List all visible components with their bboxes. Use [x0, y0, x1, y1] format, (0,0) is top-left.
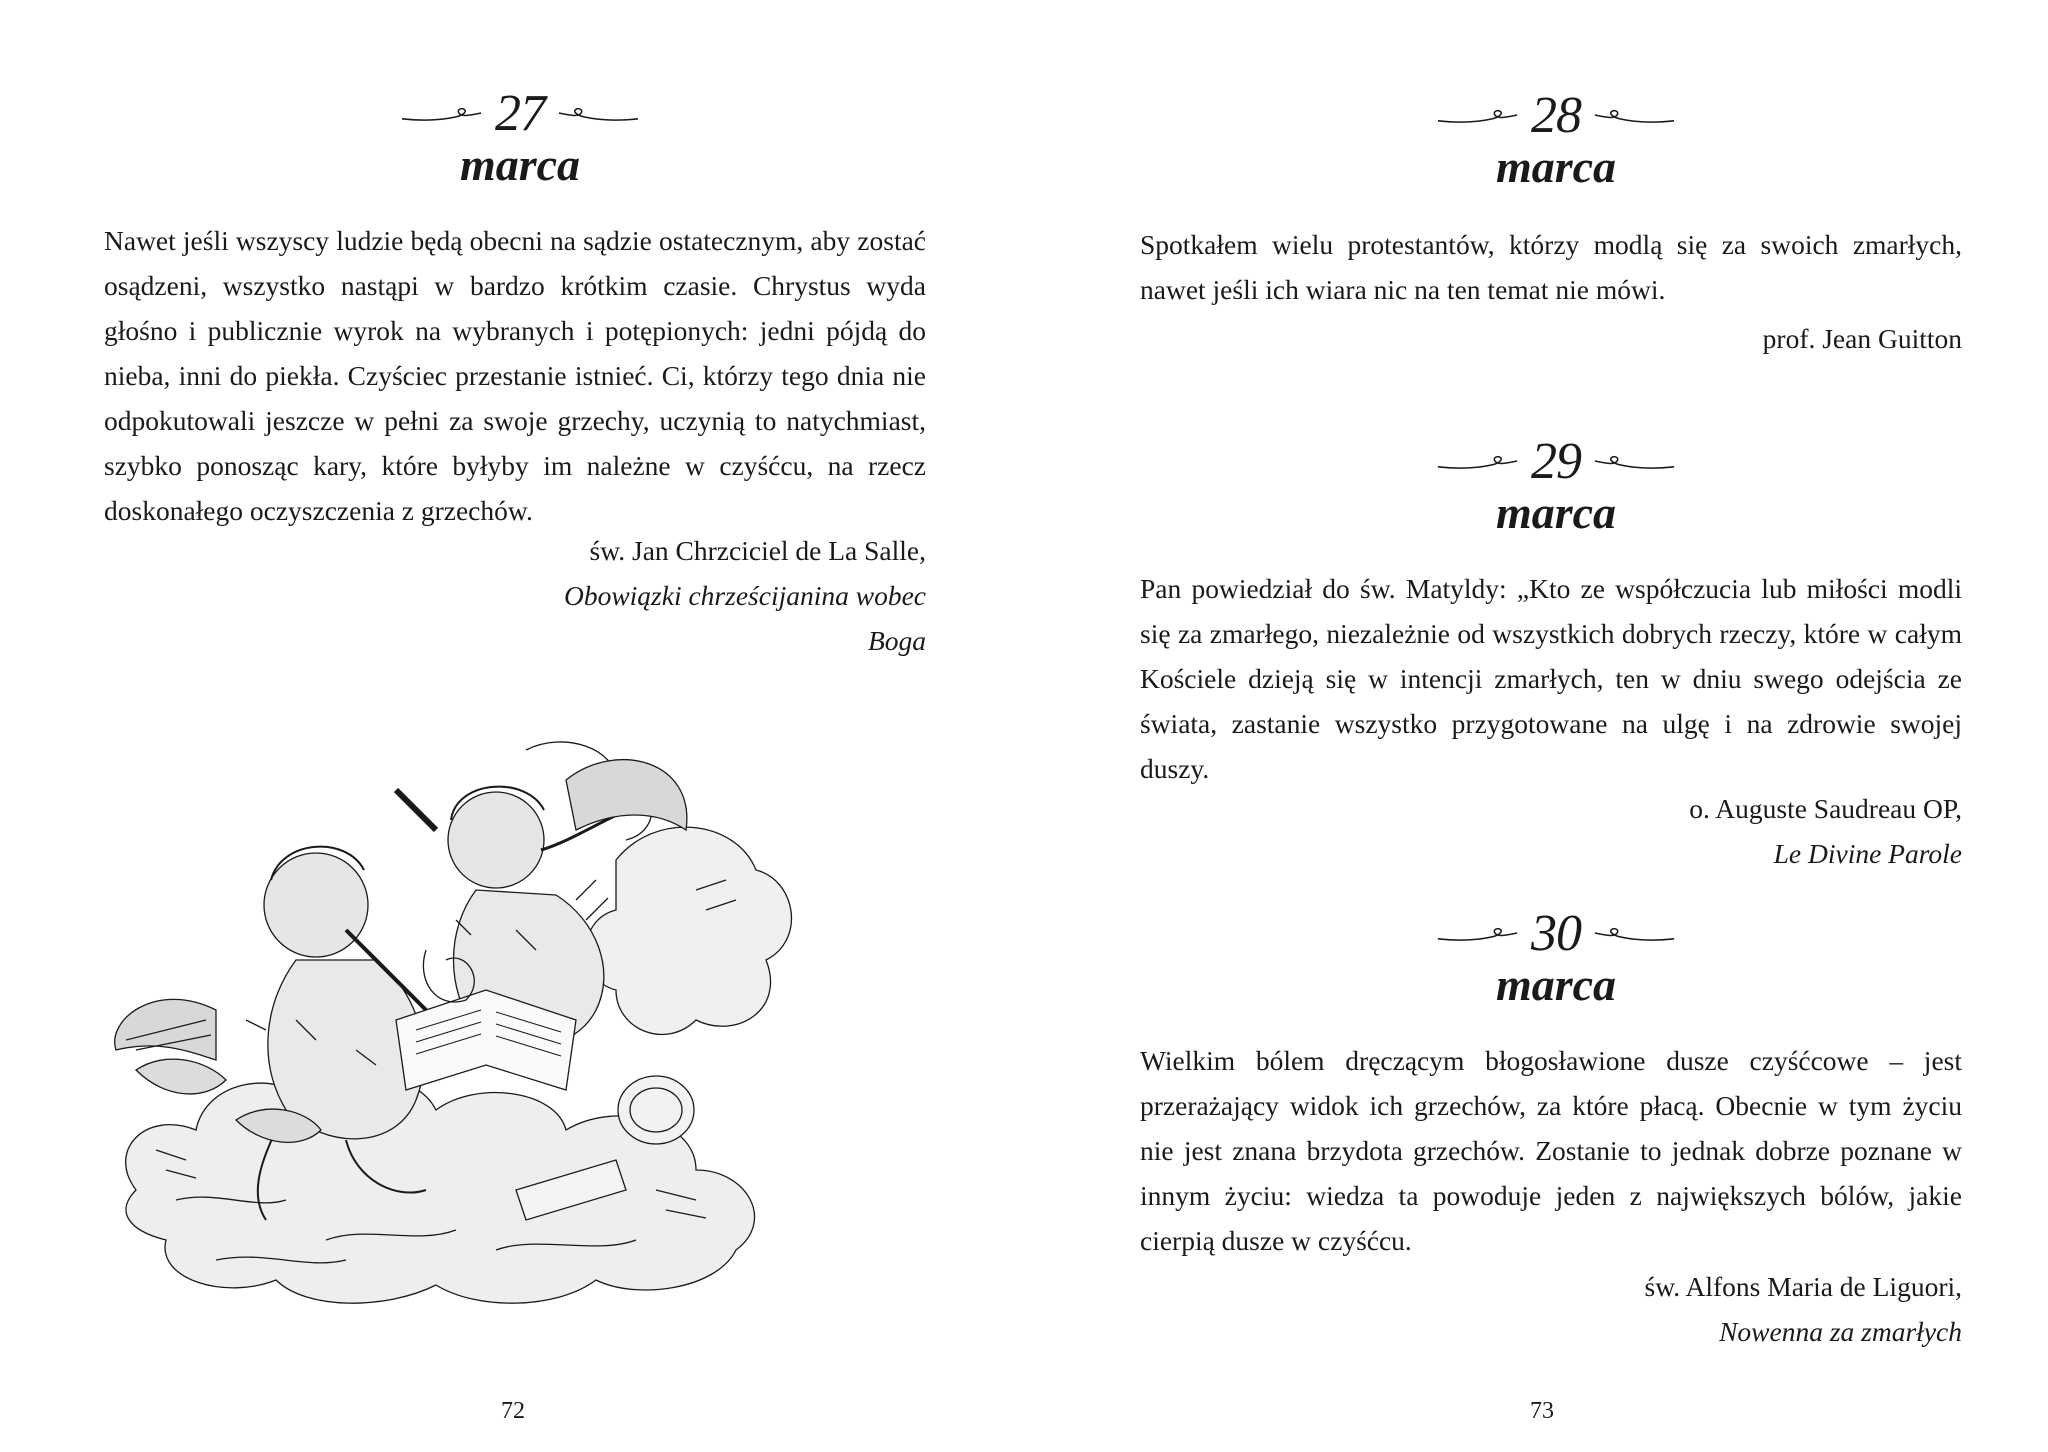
author: prof. Jean Guitton — [1762, 323, 1962, 354]
day-number: 30 — [1531, 905, 1581, 962]
author: o. Auguste Saudreau OP, — [1689, 793, 1962, 824]
entry-text-27: Nawet jeśli wszyscy ludzie będą obecni na sądzie ostatecznym, aby zostać osądzeni, wszystko nastąpi w bardzo krótkim czasie. Chrystus wyda głośno i publicznie wyrok na wybranych i potępionych: jedni pójdą do nieba, inni do piekła. Czyściec przestanie istnieć. Ci, którzy tego dnia nie odpokutowali jeszcze w pełni za swoje grzechy, uczynią to natychmiast, szybko ponosząc kary, które byłyby im należne w czyśćcu, na rzecz doskonałego oczyszczenia z grzechów. — [104, 225, 926, 526]
day-number: 29 — [1531, 433, 1581, 490]
flourish-right-icon — [1591, 449, 1676, 475]
month-name: marca — [1495, 959, 1617, 1010]
date-heading-29 — [1436, 433, 1676, 538]
day-number: 28 — [1531, 87, 1581, 144]
cherubs-engraving-illustration — [96, 720, 926, 1310]
flourish-left-icon — [400, 101, 485, 127]
work-title: Nowenna za zmarłych — [1719, 1316, 1962, 1347]
day-number: 27 — [495, 85, 545, 142]
page-number-left: 72 — [501, 1398, 525, 1424]
flourish-left-icon — [1436, 921, 1521, 947]
entry-text-29: Pan powiedział do św. Matyldy: „Kto ze współczucia lub miłości modli się za zmarłego, niezależnie od wszystkich dobrych rzeczy, które w całym Kościele dzieją się w intencji zmarłych, ten w dniu swego odejścia ze świata, zastanie wszystko przygotowane na ulgę i na zdrowie swojej duszy. — [1140, 573, 1962, 784]
author: św. Jan Chrzciciel de La Salle, — [589, 535, 926, 566]
flourish-right-icon — [1591, 103, 1676, 129]
entry-text-30: Wielkim bólem dręczącym błogosławione dusze czyśćcowe – jest przerażający widok ich grzechów, za które płacą. Obecnie w tym życiu nie jest znana brzydota grzechów. Zostanie to jednak dobrze poznane w innym życiu: wiedza ta powoduje jeden z największych bólów, jakie cierpią dusze w czyśćcu. — [1140, 1045, 1962, 1256]
work-title: Obowiązki chrześcijanina wobec Boga — [563, 580, 926, 656]
flourish-left-icon — [1436, 103, 1521, 129]
work-title: Le Divine Parole — [1773, 838, 1962, 869]
author: św. Alfons Maria de Liguori, — [1644, 1271, 1962, 1302]
month-name: marca — [459, 139, 581, 190]
date-heading-28 — [1436, 87, 1676, 192]
month-name: marca — [1495, 141, 1617, 192]
entry-text-28: Spotkałem wielu protestantów, którzy modlą się za swoich zmarłych, nawet jeśli ich wiara nic na ten temat nie mówi. — [1140, 229, 1962, 305]
flourish-right-icon — [555, 101, 640, 127]
month-name: marca — [1495, 487, 1617, 538]
page-number-right: 73 — [1530, 1398, 1554, 1424]
attribution-27 — [500, 528, 926, 663]
attribution-28 — [1584, 316, 1962, 361]
date-heading-27 — [400, 85, 640, 190]
right-page — [1024, 0, 2048, 1452]
attribution-29 — [1584, 786, 1962, 876]
attribution-30 — [1584, 1264, 1962, 1354]
date-heading-30 — [1436, 905, 1676, 1010]
flourish-right-icon — [1591, 921, 1676, 947]
flourish-left-icon — [1436, 449, 1521, 475]
